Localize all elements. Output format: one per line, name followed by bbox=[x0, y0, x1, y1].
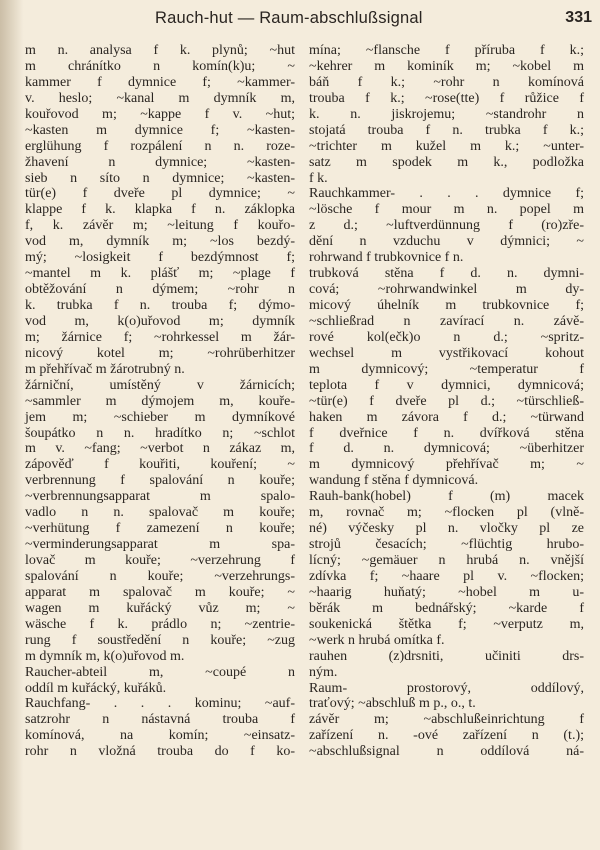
text-line: satz m spodek m k., podložka bbox=[309, 154, 584, 170]
right-column bbox=[309, 43, 584, 760]
text-line: v. heslo; ~kanal m dymník m, bbox=[25, 90, 295, 106]
text-line: Rauchfang- . . . kominu; ~auf- bbox=[25, 696, 295, 712]
text-line: stojatá trouba f n. trubka f k.; bbox=[309, 122, 584, 138]
text-line: m v. ~fang; ~verbot n zákaz m, bbox=[25, 441, 295, 457]
text-line: klappe f k. klapka f n. záklopka bbox=[25, 202, 295, 218]
text-line: m dymník m, k(o)uřovod m. bbox=[25, 648, 185, 664]
text-line: vod m, dymník m; ~los bezdý- bbox=[25, 234, 295, 250]
text-line: ným. bbox=[309, 664, 338, 680]
text-line: f d. n. dymnicová; ~überhitzer bbox=[309, 441, 584, 457]
text-line: šoupátko n n. hradítko n; ~schlot bbox=[25, 425, 295, 441]
text-line: obtěžování n dýmem; ~rohr n bbox=[25, 282, 295, 298]
text-line: kouřovod m; ~kappe f v. ~hut; bbox=[25, 106, 295, 122]
text-line: mý; ~losigkeit f bezdýmnost f; bbox=[25, 250, 295, 266]
text-line: zdívka f; ~haare pl v. ~flocken; bbox=[309, 568, 584, 584]
text-line: ~tür(e) f dveře pl d.; ~türschließ- bbox=[309, 393, 584, 409]
text-line: vadlo n n. spalovač m kouře; bbox=[25, 505, 295, 521]
running-head: Rauch-hut — Raum-abschlußsignal bbox=[155, 9, 423, 27]
text-line: m; žárnice f; ~rohrkessel m žár- bbox=[25, 329, 295, 345]
text-line: f dveřnice f n. dvířková stěna bbox=[309, 425, 584, 441]
text-line: ~werk n hrubá omítka f. bbox=[309, 632, 445, 648]
text-line: ~kehrer m kominík m; ~kobel m bbox=[309, 58, 584, 74]
text-line: ~haarig huňatý; ~hobel m u- bbox=[309, 584, 584, 600]
text-line: haken m závora f d.; ~türwand bbox=[309, 409, 584, 425]
text-line: wäsche f k. prádlo n; ~zentrie- bbox=[25, 616, 295, 632]
text-line: báň f k.; ~rohr n komínová bbox=[309, 74, 584, 90]
text-line: wagen m kuřácký vůz m; ~ bbox=[25, 600, 295, 616]
text-line: ~verhütung f zamezení n kouře; bbox=[25, 521, 295, 537]
text-line: cová; ~rohrwandwinkel m dy- bbox=[309, 282, 584, 298]
text-line: kammer f dymnice f; ~kammer- bbox=[25, 74, 295, 90]
text-line: Raucher-abteil m, ~coupé n bbox=[25, 664, 295, 680]
text-line: rohrwand f trubkovnice f n. bbox=[309, 250, 464, 266]
page-number: 331 bbox=[565, 9, 592, 26]
text-line: traťový; ~abschluß m p., o., t. bbox=[309, 696, 476, 712]
text-line: lícný; ~gemäuer n hrubá n. vnější bbox=[309, 553, 584, 568]
text-line: m dymnicový přehřívač m; ~ bbox=[309, 457, 584, 473]
text-line: teplota f v dymnici, dymnicová; bbox=[309, 377, 584, 393]
text-line: ~verbrennungsapparat m spalo- bbox=[25, 489, 295, 505]
text-line: k. trubka f n. trouba f; dýmo- bbox=[25, 298, 295, 313]
text-line: ~kasten m dymnice f; ~kasten- bbox=[25, 122, 295, 138]
text-line: zařízení n. -ové zařízení n (t.); bbox=[309, 728, 584, 744]
text-line: ~mantel m k. plášť m; ~plage f bbox=[25, 266, 295, 282]
text-line: z d.; ~luftverdünnung f (ro)zře- bbox=[309, 218, 584, 234]
page-header bbox=[0, 7, 600, 35]
text-line: ~abschlußsignal n oddílová ná- bbox=[309, 744, 584, 760]
text-line: rung f soustředění n kouře; ~zug bbox=[25, 632, 295, 648]
text-line: komínová, na komín; ~einsatz- bbox=[25, 728, 295, 744]
left-column bbox=[25, 43, 295, 760]
text-line: ~lösche f mour m n. popel m bbox=[309, 202, 584, 218]
text-line: běrák m bednářský; ~karde f bbox=[309, 600, 584, 616]
text-line: mína; ~flansche f příruba f k.; bbox=[309, 43, 584, 58]
text-line: trouba f k.; ~rose(tte) f růžice f bbox=[309, 90, 584, 106]
text-line: verbrennung f spalování n kouře; bbox=[25, 473, 295, 489]
text-line: m dymnicový; ~temperatur f bbox=[309, 361, 584, 377]
text-line: ~schließrad n zavírací n. závě- bbox=[309, 313, 584, 329]
text-line: erglühung f rozpálení n n. roze- bbox=[25, 138, 295, 154]
text-line: wandung f stěna f dymnicová. bbox=[309, 473, 479, 489]
text-line: dění n vzduchu v dýmnici; ~ bbox=[309, 234, 584, 250]
text-line: spalování n kouře; ~verzehrungs- bbox=[25, 568, 295, 584]
text-line: Rauchkammer- . . . dymnice f; bbox=[309, 186, 584, 202]
text-line: Rauh-bank(hobel) f (m) macek bbox=[309, 489, 584, 505]
text-line: lovač m kouře; ~verzehrung f bbox=[25, 553, 295, 568]
text-line: f k. bbox=[309, 170, 328, 186]
text-line: žhavení n dymnice; ~kasten- bbox=[25, 154, 295, 170]
text-line: wechsel m vystřikovací kohout bbox=[309, 345, 584, 361]
text-line: apparat m spalovač m kouře; ~ bbox=[25, 584, 295, 600]
text-line: sieb n síto n dymnice; ~kasten- bbox=[25, 170, 295, 186]
text-line: micový úhelník m trubkovnice f; bbox=[309, 298, 584, 313]
text-line: oddíl m kuřácký, kuřáků. bbox=[25, 680, 167, 696]
text-line: Raum- prostorový, oddílový, bbox=[309, 680, 584, 696]
text-line: satzrohr n nástavná trouba f bbox=[25, 712, 295, 728]
text-line: strojů česacích; ~flüchtig hrubo- bbox=[309, 537, 584, 553]
text-line: soukenická štětka f; ~verputz m, bbox=[309, 616, 584, 632]
text-line: m přehřívač m žárotrubný n. bbox=[25, 361, 185, 377]
text-line: rauhen (z)drsniti, učiniti drs- bbox=[309, 648, 584, 664]
text-line: zápověď f kouřiti, kouření; ~ bbox=[25, 457, 295, 473]
text-line: k. n. jiskrojemu; ~standrohr n bbox=[309, 106, 584, 122]
text-line: rohr n vložná trouba do f ko- bbox=[25, 744, 295, 760]
text-line: jem m; ~schieber m dymníkové bbox=[25, 409, 295, 425]
text-line: rové kol(ečk)o n d.; ~spritz- bbox=[309, 329, 584, 345]
text-line: závěr m; ~abschlußeinrichtung f bbox=[309, 712, 584, 728]
text-line: žárniční, umístěný v žárnicích; bbox=[25, 377, 295, 393]
text-line: m chránítko n komín(k)u; ~ bbox=[25, 58, 295, 74]
text-line: ~verminderungsapparat m spa- bbox=[25, 537, 295, 553]
binding-shadow bbox=[0, 0, 24, 850]
text-line: m, rovnač m; ~flocken pl (vlně- bbox=[309, 505, 584, 521]
text-line: trubková stěna f d. n. dymni- bbox=[309, 266, 584, 282]
text-line: nicový kotel m; ~rohrüberhitzer bbox=[25, 345, 295, 361]
text-line: ~trichter m kužel m k.; ~unter- bbox=[309, 138, 584, 154]
text-line: tür(e) f dveře pl dymnice; ~ bbox=[25, 186, 295, 202]
text-line: vod m, k(o)uřovod m; dymník bbox=[25, 313, 295, 329]
text-line: m n. analysa f k. plynů; ~hut bbox=[25, 43, 295, 58]
text-line: né) výčesky pl n. vločky pl ze bbox=[309, 521, 584, 537]
text-line: f, k. závěr m; ~leitung f kouřo- bbox=[25, 218, 295, 234]
text-line: ~sammler m dýmojem m, kouře- bbox=[25, 393, 295, 409]
